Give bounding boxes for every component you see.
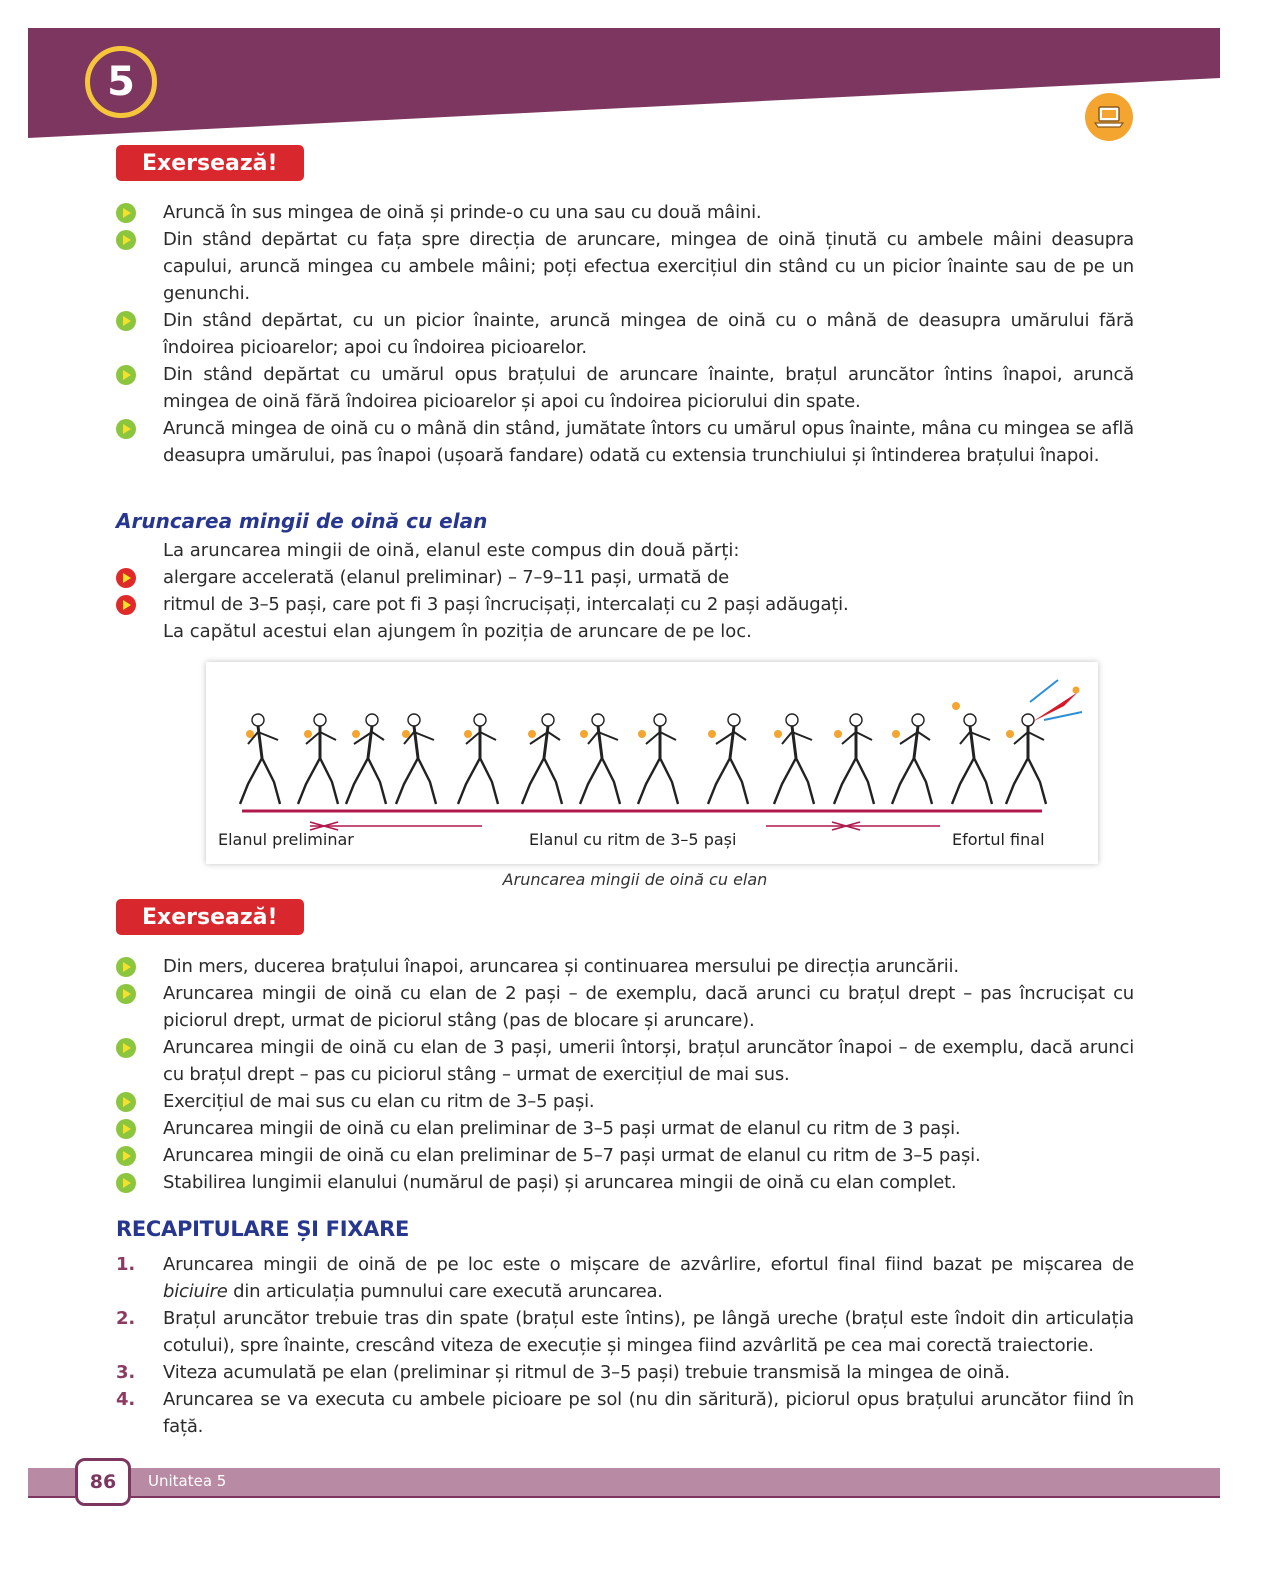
ball-icon — [1073, 687, 1080, 694]
athlete-figure — [522, 714, 562, 804]
list-item: Aruncarea mingii de oină cu elan preliminar de 5–7 pași urmat de elanul cu ritm de 3–5 pași. — [116, 1142, 1134, 1169]
bullet-icon — [116, 1119, 136, 1139]
list-item: alergare accelerată (elanul preliminar) – 7–9–11 pași, urmată de — [116, 564, 1134, 591]
bullet-icon — [116, 984, 136, 1004]
intro-text: La aruncarea mingii de oină, elanul este compus din două părți: — [163, 540, 740, 561]
bullet-icon — [116, 1092, 136, 1112]
bullet-icon — [116, 419, 136, 439]
list-item: Aruncarea mingii de oină cu elan de 3 pași, umerii întorși, brațul aruncător înapoi – de exemplu, dacă arunci cu brațul drept – pas cu piciorul stâng – urmat de exercițiul de mai sus. — [116, 1034, 1134, 1088]
bullet-icon — [116, 230, 136, 250]
list-item: Aruncarea mingii de oină cu elan de 2 pași – de exemplu, dacă arunci cu brațul drept – pas încrucișat cu piciorul drept, urmat de piciorul stâng (pas de blocare și aruncare). — [116, 980, 1134, 1034]
recap-item: 2. Brațul aruncător trebuie tras din spate (brațul este întins), pe lângă ureche (brațul este îndoit din articulația cotului), spre înainte, crescând viteza de execuție și mingea fiind azvârlită pe cea mai corectă traiectorie. — [116, 1308, 1134, 1356]
list-item: Din stând depărtat, cu un picior înainte, aruncă mingea de oină cu o mână de deasupra umărului fără îndoirea picioarelor; apoi cu îndoirea picioarelor. — [116, 307, 1134, 361]
bullet-icon — [116, 365, 136, 385]
bullet-icon — [116, 1146, 136, 1166]
page-number: 86 — [75, 1458, 131, 1506]
athlete-figure — [708, 714, 748, 804]
bullet-icon — [116, 568, 136, 588]
list-item: Exercițiul de mai sus cu elan cu ritm de 3–5 pași. — [116, 1088, 1134, 1115]
exercise-title: Exersează! — [116, 899, 304, 935]
footer-divider — [28, 1496, 1220, 1498]
athlete-figure — [774, 714, 814, 804]
bullet-icon — [116, 957, 136, 977]
throw-sequence-figure — [206, 662, 1098, 864]
athlete-figure — [952, 702, 992, 804]
list-item: Stabilirea lungimii elanului (numărul de pași) și aruncarea mingii de oină cu elan complet. — [116, 1169, 1134, 1196]
athlete-figure — [892, 714, 932, 804]
recap-item: 3. Viteza acumulată pe elan (preliminar și ritmul de 3–5 pași) trebuie transmisă la mingea de oină. — [116, 1362, 1010, 1383]
list-item: Aruncă în sus mingea de oină și prinde-o cu una sau cu două mâini. — [116, 199, 1134, 226]
recap-heading: RECAPITULARE ȘI FIXARE — [116, 1217, 409, 1241]
unit-number: 5 — [107, 59, 135, 105]
list-item: Din stând depărtat cu umărul opus brațului de aruncare înainte, brațul aruncător întins înapoi, aruncă mingea de oină fără îndoirea picioarelor și apoi cu îndoirea piciorului din spate. — [116, 361, 1134, 415]
exercise-list — [116, 199, 1134, 469]
header-band — [28, 28, 1220, 138]
recap-list — [116, 1251, 1134, 1440]
bullet-icon — [116, 595, 136, 615]
athlete-figure — [240, 714, 280, 804]
outro-text: La capătul acestui elan ajungem în poziția de aruncare de pe loc. — [163, 621, 752, 642]
athlete-figure — [638, 714, 678, 804]
athlete-figure — [346, 714, 386, 804]
exercise-list — [116, 953, 1134, 1196]
elan-list — [116, 564, 1134, 618]
trajectory-arrow — [1044, 712, 1082, 720]
recap-item: 1. Aruncarea mingii de oină de pe loc este o mișcare de azvârlire, efortul final fiind bazat pe mișcarea de biciuire din articulația pumnului care execută aruncarea. — [116, 1254, 1134, 1302]
bullet-icon — [116, 203, 136, 223]
list-item: Aruncă mingea de oină cu o mână din stând, jumătate întors cu umărul opus înainte, mâna cu mingea se află deasupra umărului, pas înapoi (ușoară fandare) odată cu extensia trunchiului și întinderea brațului înapoi. — [116, 415, 1134, 469]
bullet-icon — [116, 1173, 136, 1193]
list-item: Aruncarea mingii de oină cu elan preliminar de 3–5 pași urmat de elanul cu ritm de 3 pași. — [116, 1115, 1134, 1142]
athlete-figure — [396, 714, 436, 804]
list-item: ritmul de 3–5 pași, care pot fi 3 pași încrucișați, intercalați cu 2 pași adăugați. — [116, 591, 1134, 618]
athlete-figure — [458, 714, 498, 804]
label-rhythm: Elanul cu ritm de 3–5 pași — [529, 830, 737, 849]
athlete-figure — [834, 714, 874, 804]
list-item: Din mers, ducerea brațului înapoi, aruncarea și continuarea mersului pe direcția aruncării. — [116, 953, 1134, 980]
label-preliminary: Elanul preliminar — [218, 830, 354, 849]
footer-unit-label: Unitatea 5 — [148, 1472, 227, 1490]
trajectory-arrow — [1030, 680, 1058, 702]
label-final-effort: Efortul final — [952, 830, 1045, 849]
athlete-figure — [298, 714, 338, 804]
bullet-icon — [116, 311, 136, 331]
exercise-title: Exersează! — [116, 145, 304, 181]
laptop-icon[interactable] — [1085, 93, 1133, 141]
bullet-icon — [116, 1038, 136, 1058]
figure-caption: Aruncarea mingii de oină cu elan — [502, 870, 768, 889]
unit-number-badge — [85, 46, 157, 118]
section-subheading: Aruncarea mingii de oină cu elan — [116, 509, 488, 533]
list-item: Din stând depărtat cu fața spre direcția de aruncare, mingea de oină ținută cu ambele mâini deasupra capului, aruncă mingea cu ambele mâini; poți efectua exercițiul din stând cu un picior înainte sau de pe un genunchi. — [116, 226, 1134, 307]
recap-item: 4. Aruncarea se va executa cu ambele picioare pe sol (nu din săritură), piciorul opus brațului aruncător fiind în față. — [116, 1389, 1134, 1437]
athlete-figure — [1006, 714, 1046, 804]
athlete-figure — [580, 714, 620, 804]
